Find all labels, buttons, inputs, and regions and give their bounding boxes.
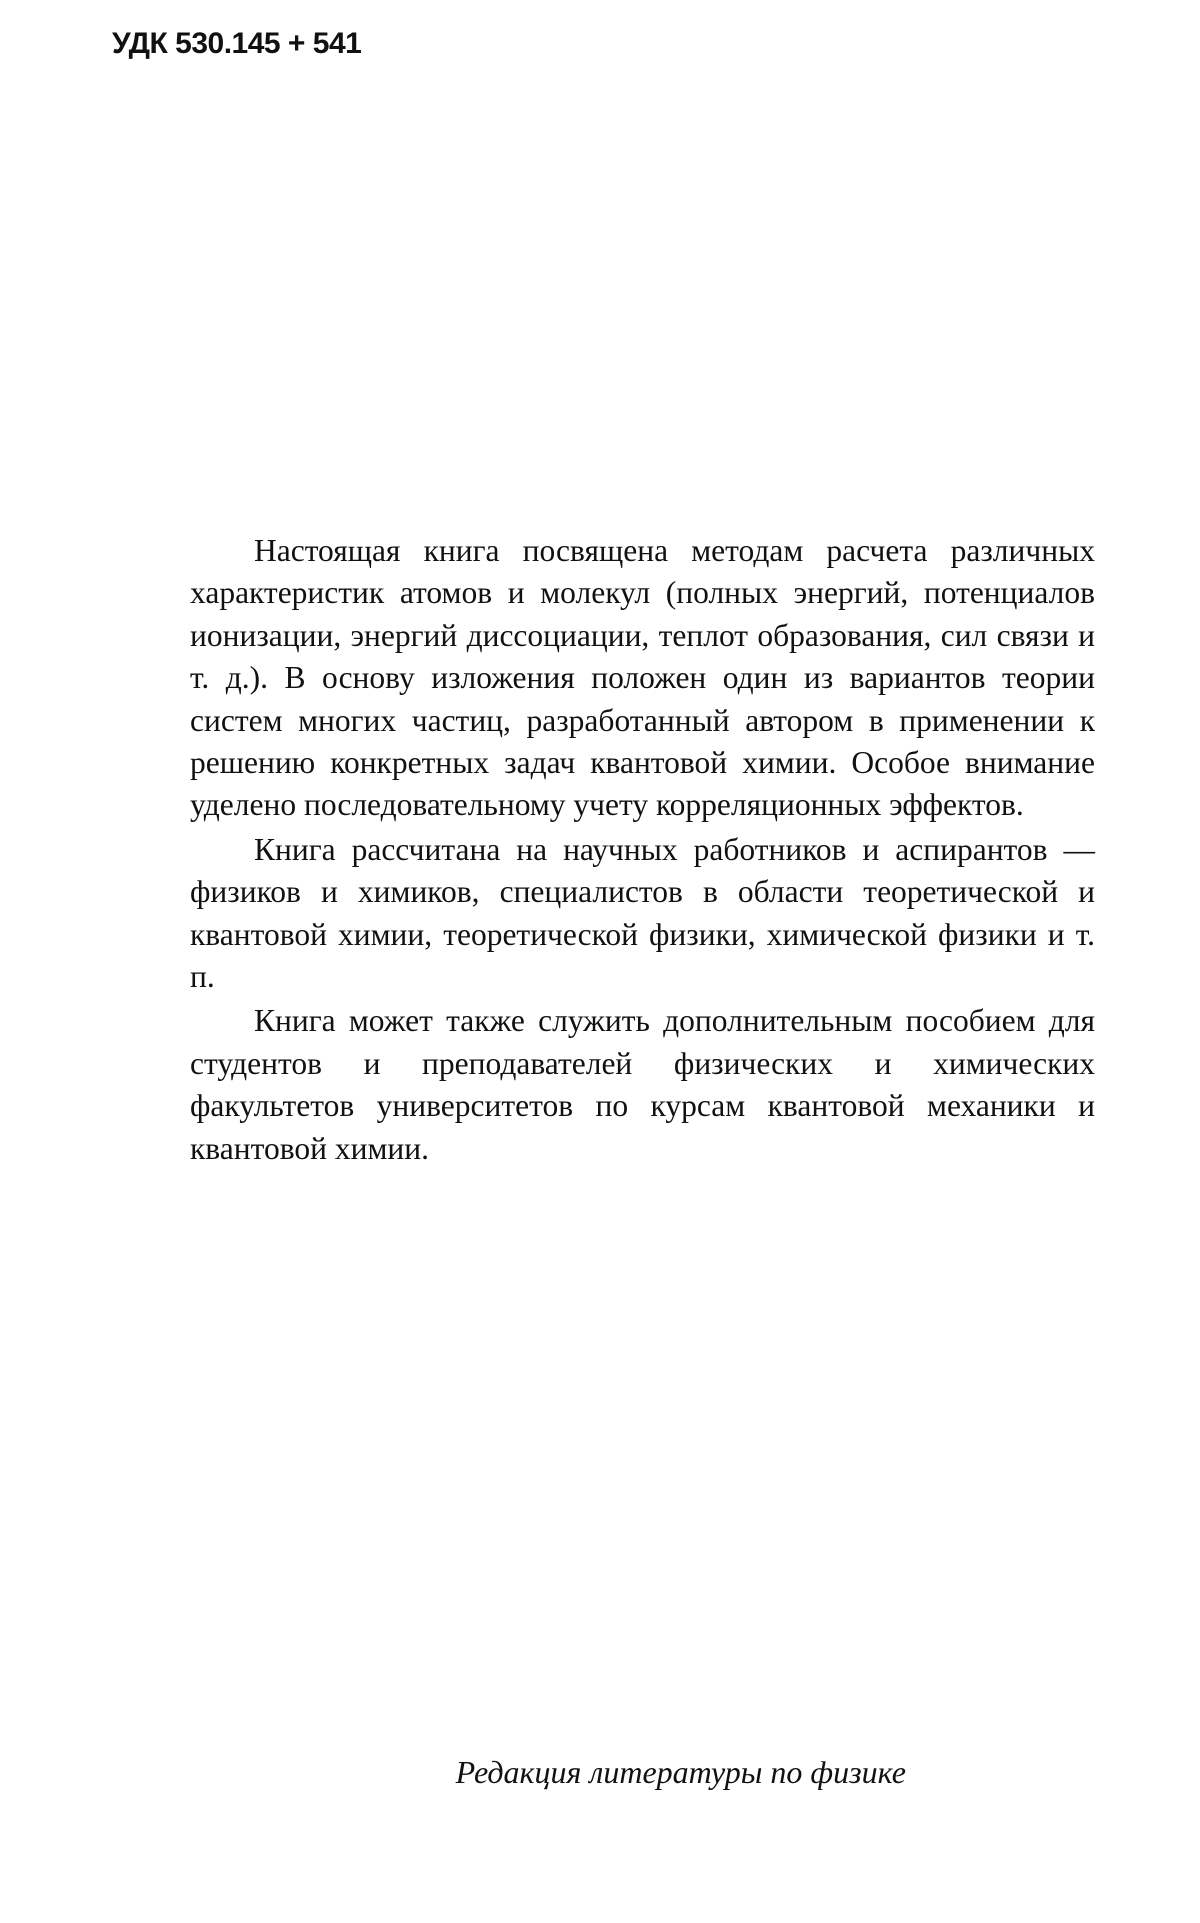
annotation-paragraph-2: Книга рассчитана на научных работников и аспирантов — физиков и химиков, специалистов в области теоретической и квантовой химии, теоретической физики, химической физики и т. п.: [190, 831, 1095, 995]
annotation-paragraph-3: Книга может также служить дополнительным пособием для студентов и преподавателей физических и химических факультетов университетов по курсам квантовой механики и квантовой химии.: [190, 1003, 1095, 1166]
annotation: [190, 530, 1095, 1170]
annotation-paragraph-1: Настоящая книга посвящена методам расчета различных характеристик атомов и молекул (полных энергий, потенциалов ионизации, энергий диссоциации, теплот образования, сил связи и т. д.). В основу изложения положен один из вариантов теории систем многих частиц, разработанный автором в применении к решению конкретных задач квантовой химии. Особое внимание уделено последовательному учету корреляционных эффектов.: [190, 533, 1095, 823]
udc-code: УДК 530.145 + 541: [112, 27, 362, 60]
editorial-note: Редакция литературы по физике: [455, 1754, 906, 1790]
